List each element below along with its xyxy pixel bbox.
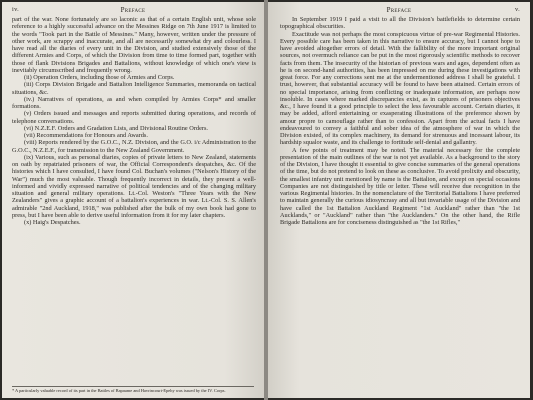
paragraph: part of the war. None fortunately are so laconic as that of a certain English unit, whose sole reference to a highly successful advance on the Messines Ridge on 7th June 1917 is limited to the words "Took part in the Battle of Messines." Many, however, written under the pressure of other work, are scrappy and inaccurate, and all are necessarily somewhat dry and colourless. I have read all the diaries of every unit in the Division, and studied extensively those of the different Armies and Corps, of which the Division from time to time formed part, together with those of flank Divisions Brigades and Battalions, without knowledge of which one's view is inevitably circumscribed and frequently wrong. [12,16,256,74]
right-page-header [278,6,520,16]
list-item: (viii) Reports rendered by the G.O.C., N.Z. Division, and the G.O. i/c Administration to the G.O.C., N.Z.E.F., for transmission to the New Zealand Government. [12,139,256,154]
right-page-number: v. [515,6,520,13]
left-page [2,2,264,398]
list-item: (ix) Various, such as personal diaries, copies of private letters to New Zealand, statements on oath by repatriated prisoners of war, the Official Correspondent's despatches, &c. Of the histories which I have consulted, I have found Col. Buchan's volumes ("Nelson's History of the War") much the most valuable. Though frequently incorrect in details, they present a well-informed and vividly expressed narrative of political tendencies and of the changing military situation and general military operations. Lt.-Col. Weston's "Three Years with the New Zealanders" gives a graphic account of a battalion's experiences in war. Lt.-Col. S. S. Allen's admirable "2nd Auckland, 1918," was published after the bulk of my own book had gone to press, but I have been able to derive useful information from it for my later chapters. [12,153,256,219]
list-item: (iv.) Narratives of operations, as and when compiled by Armies Corps* and smaller formations. [12,95,256,110]
right-page-body [280,16,520,226]
list-item: (ii) Operation Orders, including those of Armies and Corps. [24,74,175,81]
list-item: (v) Orders issued and messages and reports submitted during operations, and records of telephone conversations. [12,110,256,125]
footnote: * A particularly valuable record of its part in the Battles of Bapaume and Havrincourt-Epehy was issued by the IV. Corps. [12,386,254,393]
left-running-head: Preface [120,6,146,14]
right-page [268,2,530,398]
paragraph: Exactitude was not perhaps the most conspicuous virtue of pre-war Regimental Histories. Every possible care has been taken in this narrative to ensure accuracy, but I cannot hope to have avoided altogether errors of detail. With the fallibility of the more important original sources, not overmuch reliance can be put in the most rigorously scientific methods to recover facts from them. The insecurity of the historian of previous wars and ages, dependent often as he is on second-hand authorities, has been impressed on me during these investigations with great force. For any corrections sent me at the undermentioned address I shall be grateful. I trust, however, that substantial accuracy will be found to have been attained. Certain errors of no special importance, arising from conflicting or inadequate information, are perhaps now insoluble. In cases where marked discrepancies exist, as in captures of prisoners objectives &c., I have found it a good principle to select the less favourable account. Certain diaries, it may be added, afford entertaining or exasperating illustrations of the preference shown by amour propre to camouflage rather than to confession. Apart from the actual facts I have endeavoured to convey a faithful and sober idea of the atmosphere of war in which the Division existed, of its complex machinery, its demand for strenuous and incessant labour, its hardship squalor waste, and its challenge to fortitude self-denial and gallantry. [280,30,520,147]
left-page-header [12,6,254,16]
paragraph: In September 1919 I paid a visit to all the Division's battlefields to determine certain topographical obscurities. [280,16,520,31]
left-page-number: iv. [12,6,20,13]
left-page-body [12,16,256,226]
list-item: (x) Haig's Despatches. [24,219,81,226]
list-item: (iii) Corps Division Brigade and Battalion Intelligence Summaries, memoranda on tactical situations, &c. [12,81,256,96]
list-item: (vi) N.Z.E.F. Orders and Gradation Lists, and Divisional Routine Orders. [24,124,208,132]
paragraph: A few points of treatment may be noted. The material necessary for the complete presentation of the main outlines of the war is not yet available. As a background to the story of the Division, I have thought it essential to give concise summaries of the general operations of the time, but do not pretend to look on these as conclusive. To avoid prolixity and obscurity, the smallest infantry unit mentioned by name is the Battalion, and except on special occasions Companies are not distinguished by title or letter. These will receive due recognition in the various Regimental histories. In the nomenclature of the Territorial Battalions I have preferred to maintain generally the curious idiosyncrasy and all but invariable usage of the Division and have called the 1st Battalion Auckland Regiment "1st Auckland" rather than "the 1st Aucklands," or "Auckland" rather than "the Aucklanders." On the other hand, the Rifle Brigade Battalions are for conciseness distinguished as "the 1st Rifles," [280,146,520,226]
right-running-head: Preface [386,6,412,14]
list-item: (vii) Recommendations for Honours and Awards. [24,132,148,139]
